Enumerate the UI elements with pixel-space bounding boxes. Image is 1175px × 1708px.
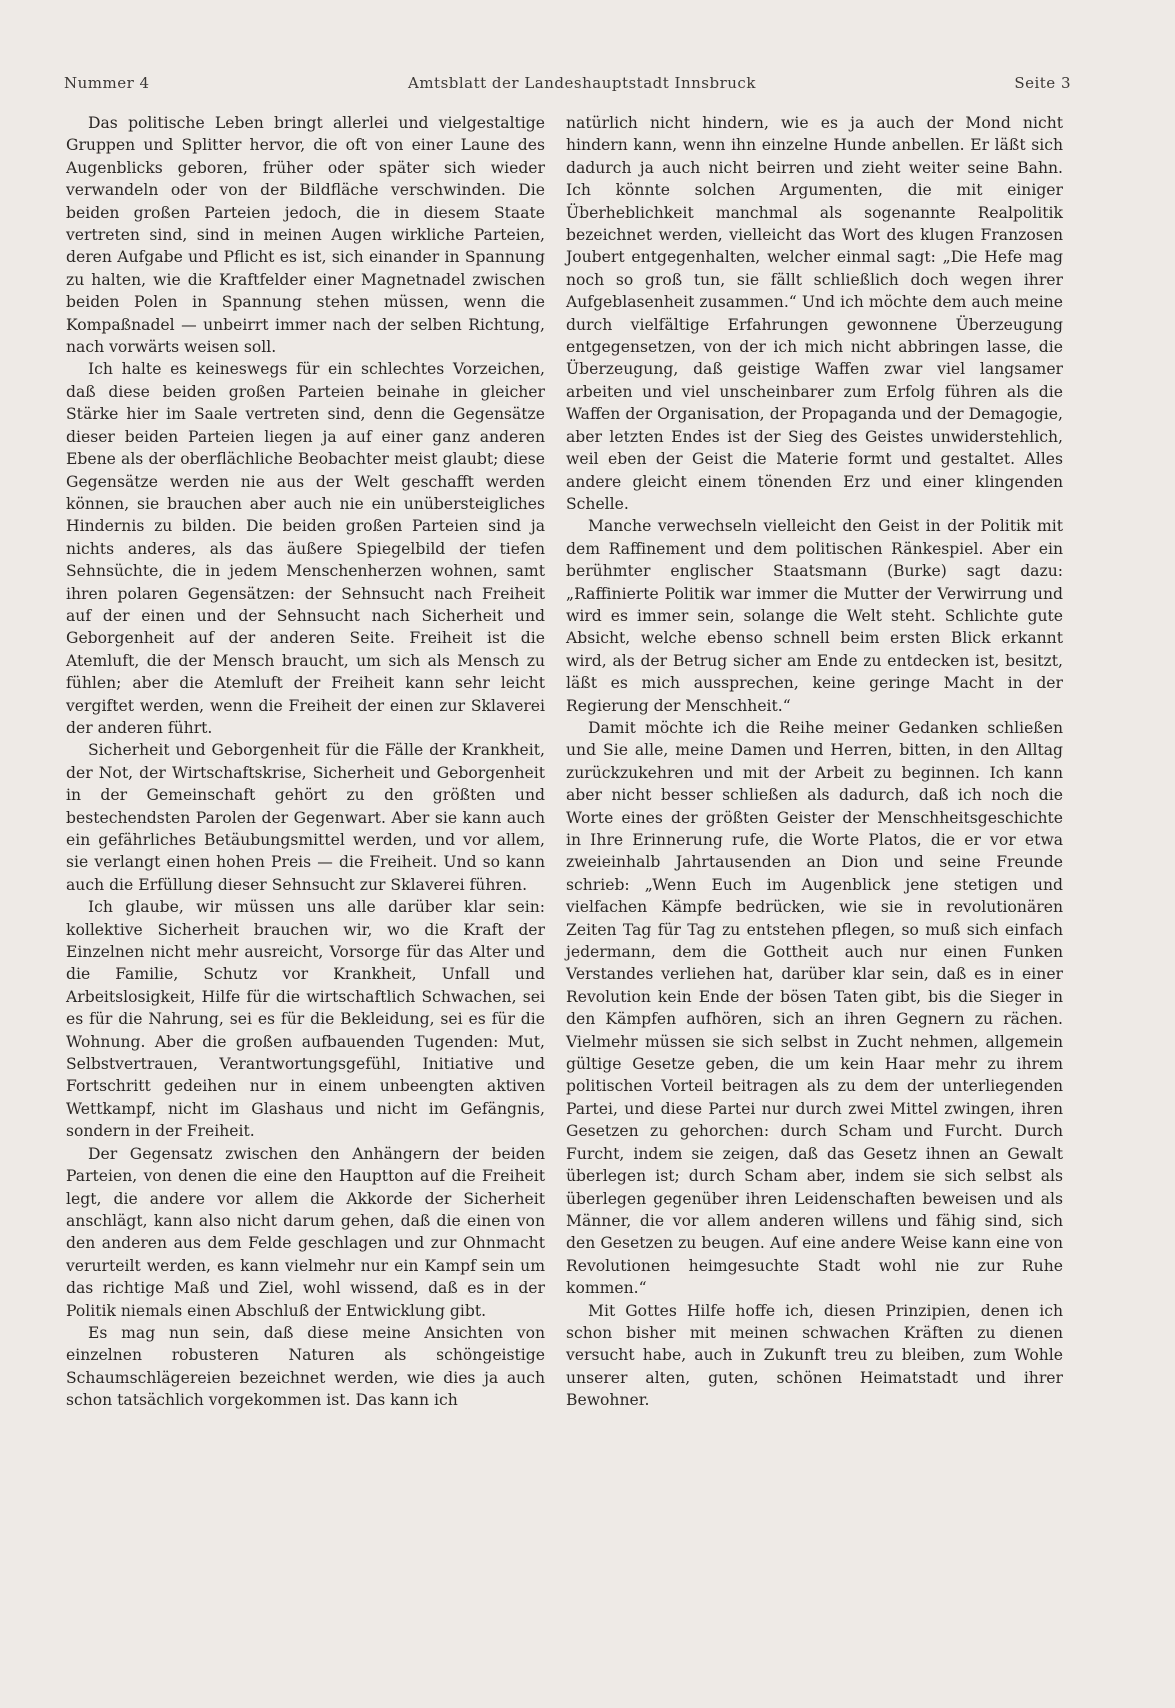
paragraph: Es mag nun sein, daß diese meine Ansichten von einzelnen robusteren Naturen als schöngeistige Schaumschlägereien bezeichnet werden, wie dies ja auch schon tatsächlich vorgekommen ist. Das kann ich	[66, 1323, 545, 1410]
paragraph: Ich halte es keineswegs für ein schlechtes Vorzeichen, daß diese beiden großen Parteien beinahe in gleicher Stärke hier im Saale vertreten sind, denn die Gegensätze dieser beiden Parteien liegen ja auf einer ganz anderen Ebene als der oberflächliche Beobachter meist glaubt; diese Gegensätze werden nie aus der Welt geschafft werden können, sie brauchen aber auch nie ein unübersteigliches Hindernis zu bilden. Die beiden großen Parteien sind ja nichts anderes, als das äußere Spiegelbild der tiefen Sehnsüchte, die in jedem Menschenherzen wohnen, samt ihren polaren Gegensätzen: der Sehnsucht nach Freiheit auf der einen und der Sehnsucht nach Sicherheit und Geborgenheit auf der anderen Seite. Freiheit ist die Atemluft, die der Mensch braucht, um sich als Mensch zu fühlen; aber die Atemluft der Freiheit kann sehr leicht vergiftet werden, wenn die Freiheit der einen zur Sklaverei der anderen führt.	[66, 360, 545, 737]
paragraph-continued: natürlich nicht hindern, wie es ja auch der Mond nicht hindern kann, wenn ihn einzelne Hunde anbellen. Er läßt sich dadurch ja auch nicht beirren und zieht weiter seine Bahn. Ich könnte solchen Argumenten, die mit einiger Überheblichkeit manchmal als sogenannte Realpolitik bezeichnet werden, vielleicht das Wort des klugen Franzosen Joubert entgegenhalten, welcher einmal sagt: „Die Hefe mag noch so groß tun, sie fällt schließlich doch wegen ihrer Aufgeblasenheit zusammen.“ Und ich möchte dem auch meine durch vielfältige Erfahrungen gewonnene Überzeugung entgegensetzen, von der ich mich nicht abbringen lasse, die Überzeugung, daß geistige Waffen zwar viel langsamer arbeiten und viel unscheinbarer zum Erfolg führen als die Waffen der Organisation, der Propaganda und der Demagogie, aber letzten Endes ist der Sieg des Geistes unwiderstehlich, weil eben der Geist die Materie formt und gestaltet. Alles andere gleicht einem tönenden Erz und einer klingenden Schelle.	[566, 114, 1063, 513]
left-column	[66, 112, 545, 1412]
paragraph: Der Gegensatz zwischen den Anhängern der beiden Parteien, von denen die eine den Hauptton auf die Freiheit legt, die andere vor allem die Akkorde der Sicherheit anschlägt, kann also nicht darum gehen, daß die einen von den anderen aus dem Felde geschlagen und zur Ohnmacht verurteilt werden, es kann vielmehr nur ein Kampf sein um das richtige Maß und Ziel, wohl wissend, daß es in der Politik niemals einen Abschluß der Entwicklung gibt.	[66, 1144, 545, 1320]
paragraph: Mit Gottes Hilfe hoffe ich, diesen Prinzipien, denen ich schon bisher mit meinen schwachen Kräften zu dienen versucht habe, auch in Zukunft treu zu bleiben, zum Wohle unserer alten, guten, schönen Heimatstadt und ihrer Bewohner.	[566, 1301, 1063, 1410]
running-header	[64, 74, 1071, 100]
page-number: Seite 3	[1014, 74, 1071, 92]
paragraph: Damit möchte ich die Reihe meiner Gedanken schließen und Sie alle, meine Damen und Herren, bitten, in den Alltag zurückzukehren und mit der Arbeit zu beginnen. Ich kann aber nicht besser schließen als dadurch, daß ich noch die Worte eines der größten Geister der Menschheitsgeschichte in Ihre Erinnerung rufe, die Worte Platos, die er vor etwa zweieinhalb Jahrtausenden an Dion und seine Freunde schrieb: „Wenn Euch im Augenblick jene stetigen und vielfachen Kämpfe bedrücken, wie sie in revolutionären Zeiten Tag für Tag zu entstehen pflegen, so muß sich einfach jedermann, dem die Gottheit auch nur einen Funken Verstandes verliehen hat, darüber klar sein, daß es in einer Revolution kein Ende der bösen Taten gibt, bis die Sieger in den Kämpfen aufhören, sich an ihren Gegnern zu rächen. Vielmehr müssen sie sich selbst in Zucht nehmen, allgemein gültige Gesetze geben, die um kein Haar mehr zu ihrem politischen Vorteil beitragen als zu dem der unterliegenden Partei, und diese Partei nur durch zwei Mittel zwingen, ihren Gesetzen zu gehorchen: durch Scham und Furcht. Durch Furcht, indem sie zeigen, daß das Gesetz ihnen an Gewalt überlegen ist; durch Scham aber, indem sie sich selbst als überlegen gegenüber ihren Leidenschaften beweisen und als Männer, die vor allem anderen willens und fähig sind, sich den Gesetzen zu beugen. Auf eine andere Weise kann eine von Revolutionen heimgesuchte Stadt wohl nie zur Ruhe kommen.“	[566, 718, 1063, 1298]
issue-number: Nummer 4	[64, 74, 150, 92]
paragraph: Das politische Leben bringt allerlei und vielgestaltige Gruppen und Splitter hervor, die oft von einer Laune des Augenblicks geboren, früher oder später sich wieder verwandeln oder von der Bildfläche verschwinden. Die beiden großen Parteien jedoch, die in diesem Staate vertreten sind, sind in meinen Augen wirkliche Parteien, deren Aufgabe und Pflicht es ist, sich einander in Spannung zu halten, wie die Kraftfelder einer Magnetnadel zwischen beiden Polen in Spannung stehen müssen, wenn die Kompaßnadel — unbeirrt immer nach der selben Richtung, nach vorwärts weisen soll.	[66, 114, 545, 357]
publication-title: Amtsblatt der Landeshauptstadt Innsbruck	[407, 74, 756, 92]
paragraph: Sicherheit und Geborgenheit für die Fälle der Krankheit, der Not, der Wirtschaftskrise, Sicherheit und Geborgenheit in der Gemeinschaft gehört zu den größten und bestechendsten Parolen der Gegenwart. Aber sie kann auch ein gefährliches Betäubungsmittel werden, und vor allem, sie verlangt einen hohen Preis — die Freiheit. Und so kann auch die Erfüllung dieser Sehnsucht zur Sklaverei führen.	[66, 741, 545, 894]
paragraph: Ich glaube, wir müssen uns alle darüber klar sein: kollektive Sicherheit brauchen wir, wo die Kraft der Einzelnen nicht mehr ausreicht, Vorsorge für das Alter und die Familie, Schutz vor Krankheit, Unfall und Arbeitslosigkeit, Hilfe für die wirtschaftlich Schwachen, sei es für die Nahrung, sei es für die Bekleidung, sei es für die Wohnung. Aber die großen aufbauenden Tugenden: Mut, Selbstvertrauen, Verantwortungsgefühl, Initiative und Fortschritt gedeihen nur in einem unbeengten aktiven Wettkampf, nicht im Glashaus und nicht im Gefängnis, sondern in der Freiheit.	[66, 898, 545, 1141]
paragraph: Manche verwechseln vielleicht den Geist in der Politik mit dem Raffinement und dem politischen Ränkespiel. Aber ein berühmter englischer Staatsmann (Burke) sagt dazu: „Raffinierte Politik war immer die Mutter der Verwirrung und wird es immer sein, solange die Welt steht. Schlichte gute Absicht, welche ebenso schnell beim ersten Blick erkannt wird, als der Betrug sicher am Ende zu entdecken ist, besitzt, läßt es mich aussprechen, keine geringe Macht in der Regierung der Menschheit.“	[566, 517, 1063, 715]
right-column	[566, 112, 1063, 1412]
